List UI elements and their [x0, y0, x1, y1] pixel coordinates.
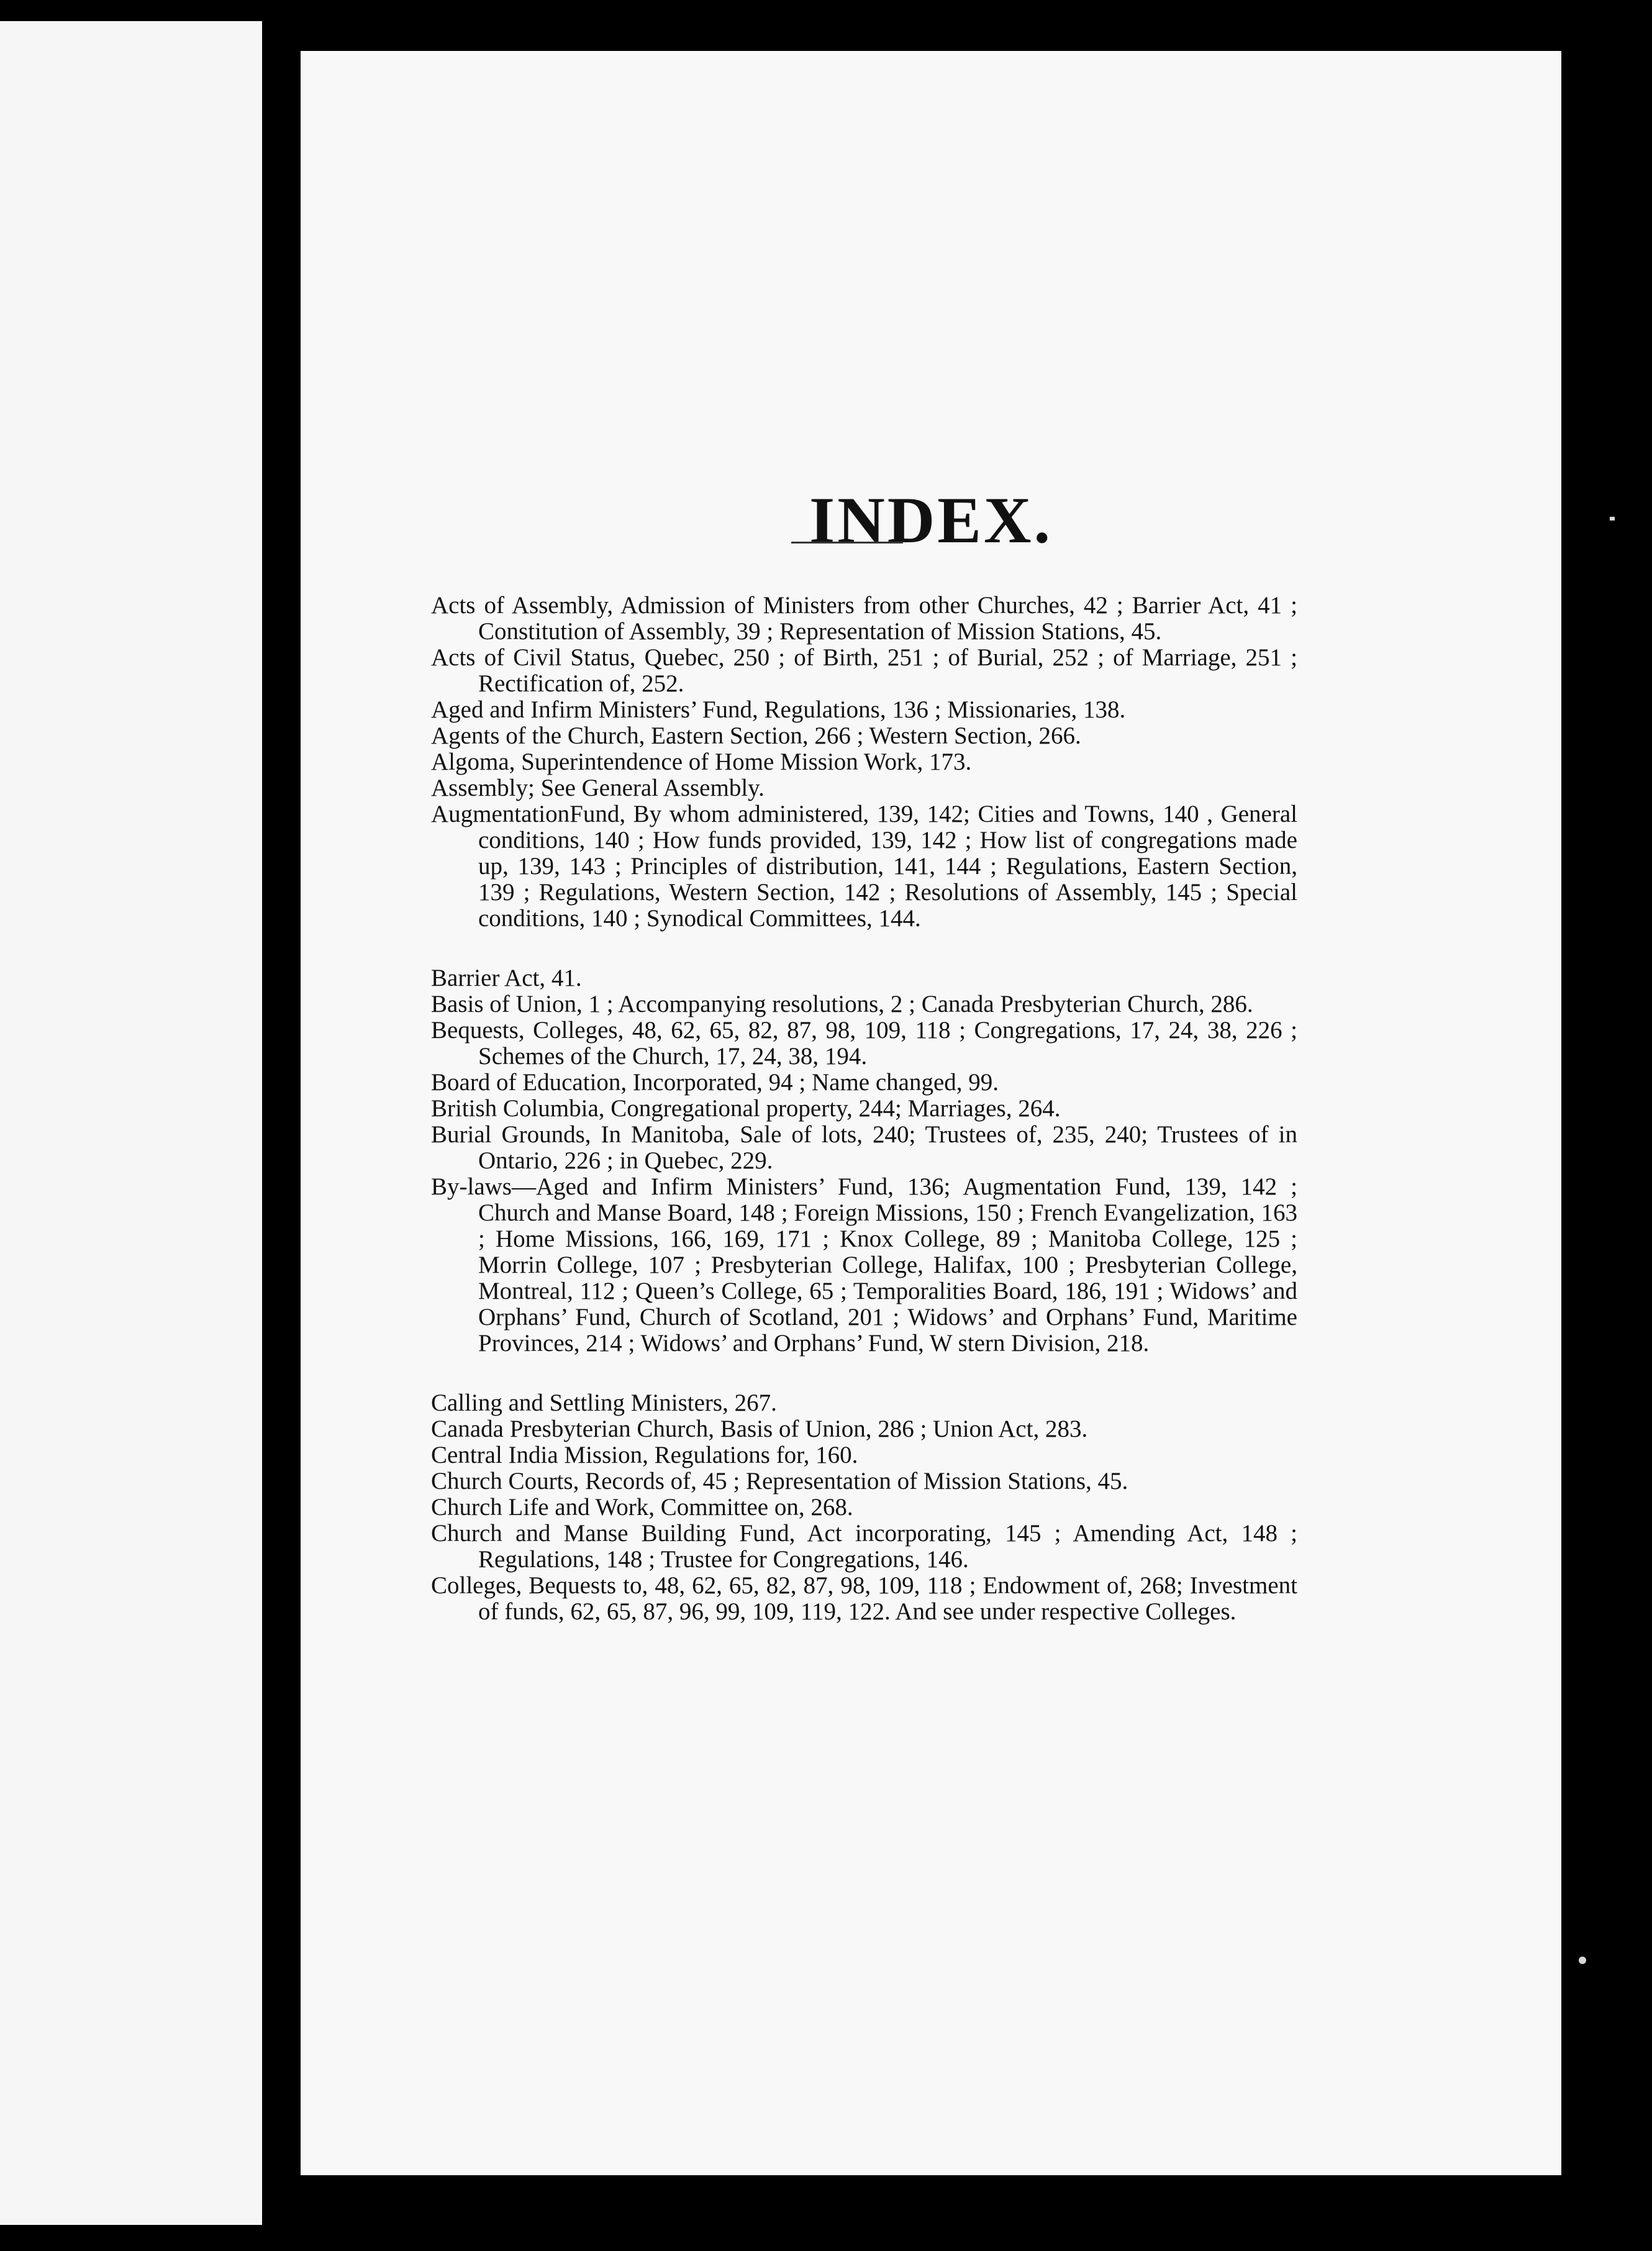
index-entry: Acts of Civil Status, Quebec, 250 ; of Birth, 251 ; of Burial, 252 ; of Marriage, 251 ; Rectification of, 252.: [431, 644, 1297, 697]
index-entry: Church Life and Work, Committee on, 268.: [431, 1494, 853, 1521]
index-entry: Basis of Union, 1 ; Accompanying resolutions, 2 ; Canada Presbyterian Church, 286.: [431, 991, 1253, 1017]
index-entry: Bequests, Colleges, 48, 62, 65, 82, 87, 98, 109, 118 ; Congregations, 17, 24, 38, 226 ; Schemes of the Church, 17, 24, 38, 194.: [431, 1017, 1297, 1070]
index-entry: Acts of Assembly, Admission of Ministers from other Churches, 42 ; Barrier Act, 41 ; Constitution of Assembly, 39 ; Representation of Mission Stations, 45.: [431, 592, 1297, 645]
index-entry: Church Courts, Records of, 45 ; Representation of Mission Stations, 45.: [431, 1468, 1128, 1494]
index-group-b: [431, 965, 1297, 1357]
index-entry: AugmentationFund, By whom administered, 139, 142; Cities and Towns, 140 , General conditions, 140 ; How funds provided, 139, 142 ; How list of congregations made up, 139, 143 ; Principles of distribution, 141, 144 ; Regulations, Eastern Section, 139 ; Regulations, Western Section, 142 ; Resolutions of Assembly, 145 ; Special conditions, 140 ; Synodical Committees, 144.: [431, 801, 1297, 932]
index-entry: Calling and Settling Ministers, 267.: [431, 1389, 777, 1416]
index-entry: Church and Manse Building Fund, Act incorporating, 145 ; Amending Act, 148 ; Regulations, 148 ; Trustee for Congregations, 146.: [431, 1520, 1297, 1573]
index-entry: Assembly; See General Assembly.: [431, 775, 765, 801]
index-page: [301, 51, 1561, 2175]
index-entry: Algoma, Superintendence of Home Mission Work, 173.: [431, 748, 972, 775]
index-entry: Canada Presbyterian Church, Basis of Union, 286 ; Union Act, 283.: [431, 1416, 1088, 1442]
index-entry: Colleges, Bequests to, 48, 62, 65, 82, 87, 98, 109, 118 ; Endowment of, 268; Investment of funds, 62, 65, 87, 96, 99, 109, 119, 122. And see under respective Colleges.: [431, 1572, 1297, 1625]
index-entry: Board of Education, Incorporated, 94 ; Name changed, 99.: [431, 1069, 999, 1096]
index-entry: Central India Mission, Regulations for, 160.: [431, 1442, 858, 1468]
index-entry: Burial Grounds, In Manitoba, Sale of lots, 240; Trustees of, 235, 240; Trustees of in Ontario, 226 ; in Quebec, 229.: [431, 1121, 1297, 1174]
facing-page-left: [0, 21, 262, 2225]
index-entry: Agents of the Church, Eastern Section, 266 ; Western Section, 266.: [431, 722, 1081, 749]
index-group-c: [431, 1390, 1297, 1625]
index-list: [431, 593, 1297, 1625]
index-entry: By-laws—Aged and Infirm Ministers’ Fund, 136; Augmentation Fund, 139, 142 ; Church and Manse Board, 148 ; Foreign Missions, 150 ; French Evangelization, 163 ; Home Missions, 166, 169, 171 ; Knox College, 89 ; Manitoba College, 125 ; Morrin College, 107 ; Presbyterian College, Halifax, 100 ; Presbyterian College, Montreal, 112 ; Queen’s College, 65 ; Temporalities Board, 186, 191 ; Widows’ and Orphans’ Fund, Church of Scotland, 201 ; Widows’ and Orphans’ Fund, Maritime Provinces, 214 ; Widows’ and Orphans’ Fund, W stern Division, 218.: [431, 1173, 1297, 1357]
index-entry: Barrier Act, 41.: [431, 965, 582, 991]
scan-speck: [1610, 517, 1615, 521]
page-title: INDEX.: [809, 484, 1053, 557]
scan-speck: [1579, 1957, 1586, 1964]
index-entry: Aged and Infirm Ministers’ Fund, Regulations, 136 ; Missionaries, 138.: [431, 696, 1126, 723]
index-entry: British Columbia, Congregational property, 244; Marriages, 264.: [431, 1095, 1061, 1122]
title-divider: [791, 542, 903, 543]
index-group-a: [431, 593, 1297, 932]
